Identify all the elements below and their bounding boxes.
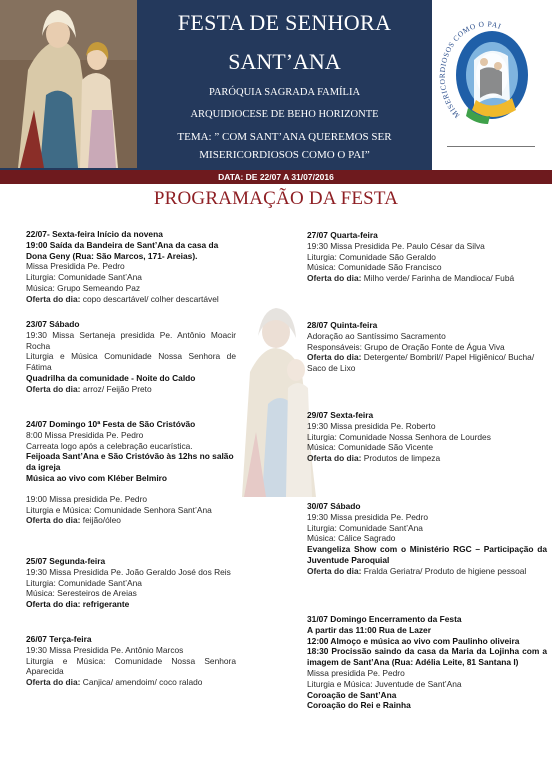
offering-label: Oferta do dia: (26, 599, 81, 610)
theme-line1: TEMA: ” COM SANT’ANA QUEREMOS SER (177, 131, 392, 143)
event-line: 12:00 Almoço e música ao vivo com Paulinho oliveira (307, 635, 520, 646)
event-line: Evangeliza Show com o Ministério RGC – Participação da Juventude Paroquial (307, 544, 547, 565)
event-line: Liturgia: Comunidade Sant’Ana (26, 272, 142, 283)
saint-anne-statue-icon (0, 0, 137, 168)
event-line: Música: Cálice Sagrado (307, 533, 396, 544)
offering-label: Oferta do dia: (26, 293, 81, 304)
event-22-07 (26, 229, 236, 305)
parish-name: PARÓQUIA SAGRADA FAMÍLIA (208, 87, 361, 98)
offering-line (26, 384, 236, 395)
event-line: 19:30 Missa presidida Pe. Pedro (307, 511, 429, 522)
event-line: Liturgia e Música: Comunidade Nossa Senhora Aparecida (26, 655, 236, 677)
offering-text: Produtos de limpeza (361, 453, 441, 464)
event-heading: 27/07 Quarta-feira (307, 230, 378, 240)
event-line: Música: Comunidade São Francisco (307, 262, 442, 273)
offering-label: Oferta do dia: (26, 515, 81, 526)
offering-line (26, 599, 236, 610)
event-line: 19:30 Missa Sertaneja presidida Pe. Antônio Moacir Rocha (26, 329, 236, 351)
event-line: Quadrilha da comunidade - Noite do Caldo (26, 372, 196, 383)
offering-text: Milho verde/ Farinha de Mandioca/ Fubá (361, 273, 515, 284)
event-line: Liturgia e Música Comunidade Nossa Senhora de Fátima (26, 351, 236, 373)
event-line: 19:30 Missa Presidida Pe. Paulo César da Silva (307, 240, 485, 251)
offering-line (307, 566, 547, 577)
event-line: 18:30 Procissão saindo da casa da Maria da Lojinha com a imagem de Sant’Ana (Rua: Adélia Leite, 81 Santana I) (307, 646, 547, 668)
event-line: 8:00 Missa Presidida Pe. Pedro (26, 429, 144, 440)
offering-text: arroz/ Feijão Preto (80, 383, 152, 394)
event-heading: 24/07 Domingo 10ª Festa de São Cristóvão (26, 419, 196, 429)
event-line: Liturgia: Comunidade São Geraldo (307, 251, 436, 262)
offering-line (307, 273, 547, 284)
event-24-07 (26, 419, 236, 526)
event-line: Feijoada Sant’Ana e São Cristóvão às 12hs no salão da igreja (26, 451, 234, 473)
title-block (137, 0, 432, 170)
event-line: Coroação de Sant’Ana (307, 689, 397, 700)
festival-title-line2: SANT’ANA (228, 49, 341, 74)
event-heading: 28/07 Quinta-feira (307, 320, 378, 330)
event-27-07 (307, 230, 547, 284)
event-heading: 23/07 Sábado (26, 319, 80, 329)
offering-label: Oferta do dia: (307, 352, 362, 363)
event-line: 19:30 Missa Presidida Pe. Antônio Marcos (26, 644, 184, 655)
offering-label: Oferta do dia: (26, 677, 81, 688)
event-heading: 25/07 Segunda-feira (26, 556, 106, 566)
event-line: Música: Grupo Semeando Paz (26, 282, 141, 293)
event-heading: 29/07 Sexta-feira (307, 410, 374, 420)
event-line: Música: Seresteiros de Areias (26, 588, 137, 599)
offering-line (26, 677, 236, 688)
offering-line (307, 352, 547, 374)
offering-line (26, 515, 236, 526)
mercy-jubilee-logo (432, 0, 552, 170)
theme-line2: MISERICORDIOSOS COMO O PAI” (199, 149, 370, 161)
event-28-07 (307, 320, 547, 374)
event-31-07 (307, 614, 547, 711)
offering-label: Oferta do dia: (307, 273, 362, 284)
spacer (26, 484, 236, 494)
event-line: Música: Comunidade São Vicente (307, 442, 434, 453)
offering-text: copo descartável/ colher descartável (80, 293, 219, 304)
event-line: Carreata logo após a celebração eucarística. (26, 440, 193, 451)
event-line: 19:30 Missa presidida Pe. Roberto (307, 420, 436, 431)
archdiocese-name: ARQUIDIOCESE DE BEHO HORIZONTE (190, 109, 379, 120)
event-line: 19:00 Missa presidida Pe. Pedro (26, 493, 148, 504)
event-line: Liturgia e Música: Comunidade Senhora Sant’Ana (26, 504, 212, 515)
event-line: Adoração ao Santíssimo Sacramento (307, 330, 446, 341)
event-23-07 (26, 319, 236, 395)
event-line: Liturgia: Comunidade Sant’Ana (26, 577, 142, 588)
event-26-07 (26, 634, 236, 688)
event-line: Missa Presidida Pe. Pedro (26, 261, 125, 272)
offering-label: Oferta do dia: (307, 565, 362, 576)
offering-label: Oferta do dia: (26, 383, 81, 394)
event-line: Missa presidida Pe. Pedro (307, 667, 405, 678)
offering-line (26, 294, 236, 305)
event-29-07 (307, 410, 547, 464)
offering-text: refrigerante (80, 599, 130, 610)
event-heading: 26/07 Terça-feira (26, 634, 92, 644)
event-line: Liturgia: Comunidade Sant’Ana (307, 522, 423, 533)
event-line: Música ao vivo com Kléber Belmiro (26, 472, 168, 483)
section-title: PROGRAMAÇÃO DA FESTA (153, 188, 399, 209)
event-line: Liturgia e Música: Juventude de Sant’Ana (307, 678, 462, 689)
header-banner (0, 0, 552, 170)
event-25-07 (26, 556, 236, 610)
offering-text: feijão/óleo (80, 515, 121, 526)
event-line: Responsáveis: Grupo de Oração Fonte de Água Viva (307, 341, 505, 352)
event-heading: 30/07 Sábado (307, 501, 361, 511)
event-line: 19:30 Missa Presidida Pe. João Geraldo José dos Reis (26, 566, 231, 577)
offering-line (307, 453, 547, 464)
offering-label: Oferta do dia: (307, 453, 362, 464)
event-line: Liturgia: Comunidade Nossa Senhora de Lourdes (307, 431, 491, 442)
event-line: 19:00 Saída da Bandeira de Sant’Ana da casa da Dona Geny (Rua: São Marcos, 171- Areias). (26, 239, 219, 261)
festival-title-line1: FESTA DE SENHORA (177, 10, 392, 35)
offering-text: Canjica/ amendoim/ coco ralado (80, 677, 203, 688)
date-bar: DATA: DE 22/07 A 31/07/2016 (0, 170, 552, 184)
offering-text: Detergente/ Bombril// Papel Higiênico/ Bucha/ Saco de Lixo (307, 352, 535, 374)
event-30-07 (307, 501, 547, 577)
logo-underline (447, 146, 535, 147)
event-heading: 31/07 Domingo Encerramento da Festa (307, 614, 462, 624)
event-line: A partir das 11:00 Rua de Lazer (307, 624, 431, 635)
event-heading: 22/07- Sexta-feira Início da novena (26, 229, 163, 239)
event-line: Coroação do Rei e Rainha (307, 700, 411, 711)
offering-text: Fralda Geriatra/ Produto de higiene pessoal (361, 565, 527, 576)
svg-text:MISERICORDIOSOS COMO O PAI: MISERICORDIOSOS COMO O PAI (437, 19, 503, 120)
